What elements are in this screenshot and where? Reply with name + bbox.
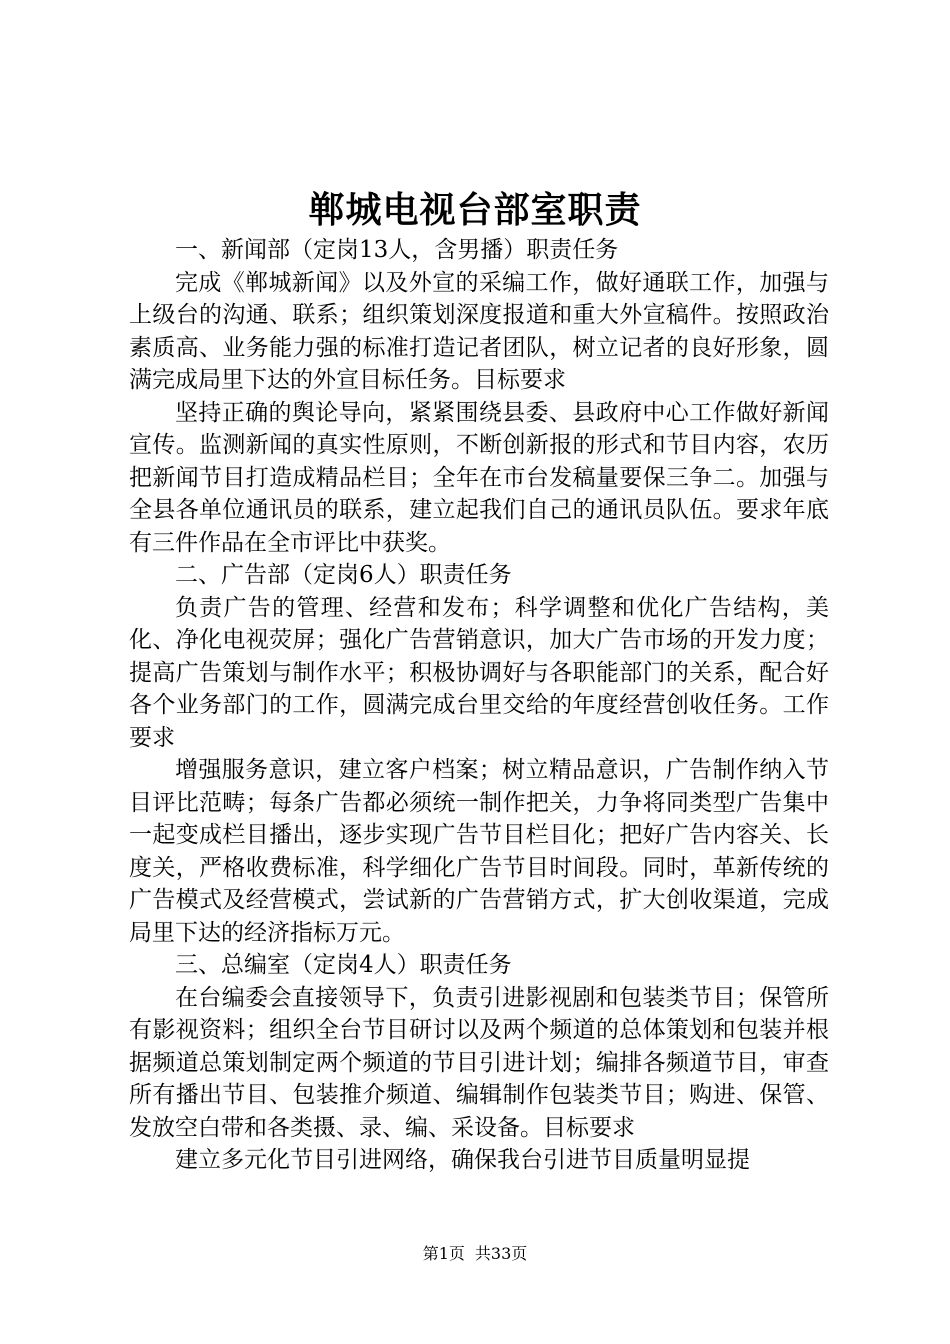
section-heading-advertising: 二、广告部（定岗6人）职责任务	[175, 562, 512, 588]
page-total: 共33页	[474, 1244, 528, 1263]
section-heading-news: 一、新闻部（定岗13人，含男播）职责任务	[175, 237, 619, 263]
document-title: 郸城电视台部室职责	[308, 189, 642, 231]
paragraph: 建立多元化节目引进网络，确保我台引进节目质量明显提	[175, 1147, 750, 1173]
paragraph: 完成《郸城新闻》以及外宣的采编工作，做好通联工作，加强与上级台的沟通、联系；组织策划深度报道和重大外宣稿件。按照政治素质高、业务能力强的标准打造记者团队，树立记者的良好形象，圆满完成局里下达的外宣目标任务。目标要求	[129, 269, 829, 393]
paragraph: 增强服务意识，建立客户档案；树立精品意识，广告制作纳入节目评比范畴；每条广告都必须统一制作把关，力争将同类型广告集中一起变成栏目播出，逐步实现广告节目栏目化；把好广告内容关、长度关，严格收费标准，科学细化广告节目时间段。同时，革新传统的广告模式及经营模式，尝试新的广告营销方式，扩大创收渠道，完成局里下达的经济指标万元。	[129, 757, 829, 946]
section-heading-editorial: 三、总编室（定岗4人）职责任务	[175, 952, 512, 978]
page-number: 第1页	[422, 1244, 465, 1263]
document-body	[129, 234, 829, 1177]
paragraph: 在台编委会直接领导下，负责引进影视剧和包装类节目；保管所有影视资料；组织全台节目研讨以及两个频道的总体策划和包装并根据频道总策划制定两个频道的节目引进计划；编排各频道节目，审查所有播出节目、包装推介频道、编辑制作包装类节目；购进、保管、发放空白带和各类摄、录、编、采设备。目标要求	[129, 984, 829, 1141]
page-footer	[0, 1243, 950, 1265]
paragraph: 负责广告的管理、经营和发布；科学调整和优化广告结构，美化、净化电视荧屏；强化广告营销意识，加大广告市场的开发力度；提高广告策划与制作水平；积极协调好与各职能部门的关系，配合好各个业务部门的工作，圆满完成台里交给的年度经营创收任务。工作要求	[129, 594, 829, 751]
paragraph: 坚持正确的舆论导向，紧紧围绕县委、县政府中心工作做好新闻宣传。监测新闻的真实性原则，不断创新报的形式和节目内容，农历把新闻节目打造成精品栏目；全年在市台发稿量要保三争二。加强与全县各单位通讯员的联系，建立起我们自己的通讯员队伍。要求年底有三件作品在全市评比中获奖。	[129, 399, 829, 556]
